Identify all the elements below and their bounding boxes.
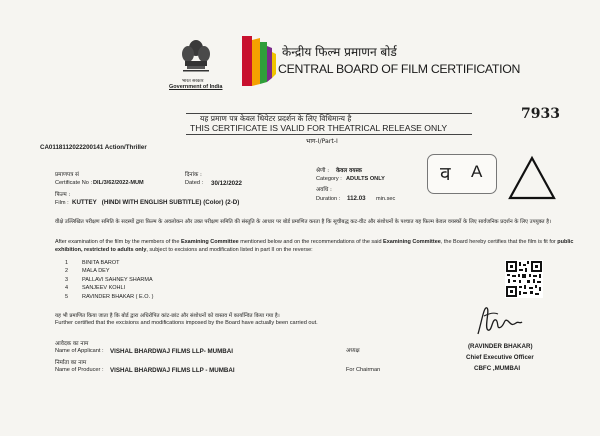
film-label: Film :: [55, 200, 69, 206]
board-name: CENTRAL BOARD OF FILM CERTIFICATION: [278, 62, 521, 76]
certificate-no-label-hindi: प्रमाणपत्र सं: [55, 172, 79, 178]
list-item: 3 PALLAVI SAHNEY SHARMA: [65, 276, 153, 283]
signatory-title: Chief Executive Officer: [466, 354, 534, 361]
producer-value: VISHAL BHARDWAJ FILMS LLP - MUMBAI: [110, 367, 235, 374]
rating-letter: A: [471, 162, 483, 181]
category-value-hindi: केवल वयस्क: [336, 168, 362, 174]
rule-bottom: [186, 134, 472, 135]
committee-list: [65, 259, 153, 301]
list-item: 4 SANJEEV KOHLI: [65, 285, 126, 292]
applicant-label-hindi: आवेदक का नाम: [55, 341, 89, 347]
certificate-no-value: DIL/3/62/2022-MUM: [93, 180, 144, 186]
paragraph-english: After examination of the film by the members of the Examining Committee mentioned below and on the recommendations of the said Examining Committee, the Board hereby certifies that the film is fit for public exhibition, restricted to adults only, subject to excisions and modification listed in part II on the reverse:: [55, 239, 574, 253]
rating-box: [427, 154, 497, 194]
list-item: 2 MALA DEY: [65, 268, 110, 275]
cbfc-logo-icon: [238, 32, 278, 90]
emblem-caption: Government of India: [169, 84, 223, 90]
further-english: Further certified that the excisions and modifications imposed by the Board have actually been carried out.: [55, 320, 318, 326]
signatory-name: (RAVINDER BHAKAR): [468, 343, 533, 350]
list-item: 1 BINITA BAROT: [65, 260, 120, 266]
film-label-hindi: फिल्म :: [55, 192, 71, 198]
qr-code-icon: [505, 260, 543, 298]
duration-unit: min.sec: [376, 196, 396, 202]
category-value: ADULTS ONLY: [346, 176, 385, 182]
list-item: 5 RAVINDER BHAKAR ( E.O. ): [65, 293, 154, 300]
validity-hindi: यह प्रमाण पत्र केवल थियेटर प्रदर्शन के लिए विधिमान्य है: [200, 114, 352, 123]
further-hindi: यह भी प्रमाणित किया जाता है कि बोर्ड द्वारा अधिरोपित कांट-छांट और संशोधनों को वास्तव में कार्यान्वित किया गया है।: [55, 313, 280, 319]
chairman-label-hindi: अध्यक्ष: [346, 348, 360, 354]
file-code: CA0118112022200141 Action/Thriller: [40, 144, 147, 151]
rating-hindi: व: [440, 163, 451, 185]
producer-label: Name of Producer :: [55, 367, 104, 373]
certificate-no-label: Certificate No :: [55, 180, 92, 186]
board-name-hindi: केन्द्रीय फिल्म प्रमाणन बोर्ड: [282, 45, 397, 59]
adult-triangle-icon: [507, 155, 557, 201]
duration-label-hindi: अवधि :: [316, 187, 332, 193]
date-label-hindi: दिनांक :: [185, 172, 202, 178]
date-label: Dated :: [185, 180, 204, 186]
part-label: भाग-I/Part-I: [306, 138, 338, 145]
category-label-hindi: श्रेणी :: [316, 168, 330, 174]
validity-english: THIS CERTIFICATE IS VALID FOR THEATRICAL RELEASE ONLY: [190, 123, 448, 133]
emblem-caption-hindi: भारत सरकार: [182, 79, 204, 84]
duration-label: Duration :: [316, 196, 341, 202]
applicant-value: VISHAL BHARDWAJ FILMS LLP- MUMBAI: [110, 348, 233, 355]
film-title: KUTTEY (HINDI WITH ENGLISH SUBTITLE) (Color) (2-D): [72, 199, 240, 206]
signature-image: [474, 300, 524, 340]
producer-label-hindi: निर्माता का नाम: [55, 360, 87, 366]
signatory-office: CBFC ,MUMBAI: [474, 365, 521, 372]
date-value: 30/12/2022: [211, 180, 242, 187]
paragraph-hindi: वीक्षे उल्लिखित परीक्षण समिति के सदस्यों द्वारा फ़िल्म के अवलोकन और उक्त परीक्षण समिति की संस्तुति के आधार पर बोर्ड प्रमाणित करता है कि सूचीबद्ध कट-वीट और संशोधनों के पश्चात यह फ़िल्म केवल वयस्कों के लिए सार्वजनिक प्रदर्शन के लिए उपयुक्त है।: [55, 219, 552, 225]
serial-number: 7933: [521, 106, 560, 122]
applicant-label: Name of Applicant :: [55, 348, 104, 354]
category-label: Category :: [316, 176, 342, 182]
duration-value: 112.03: [347, 195, 366, 202]
chairman-label: For Chairman: [346, 367, 381, 373]
